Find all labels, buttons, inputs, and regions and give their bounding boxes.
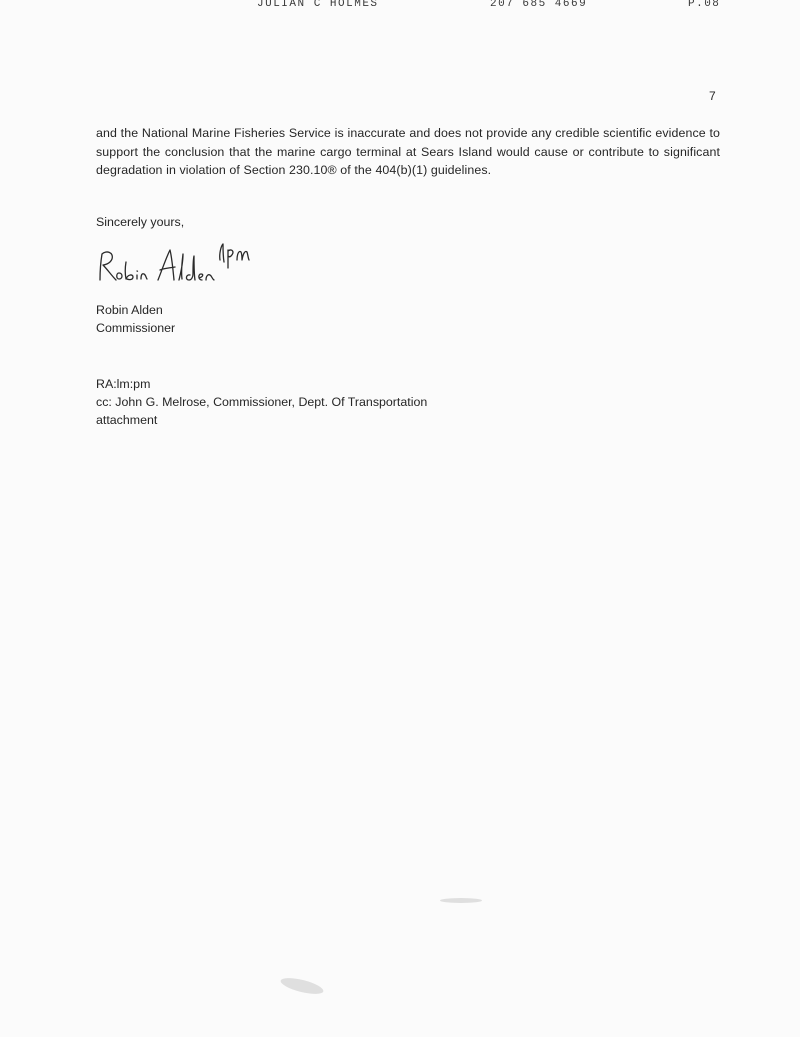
- fax-sender: JULIAN C HOLMES: [257, 0, 379, 10]
- fax-phone-number: 207 685 4669: [490, 0, 588, 10]
- fax-page-number: P.08: [688, 0, 721, 10]
- reference-initials: RA:lm:pm: [96, 377, 151, 391]
- signer-name: Robin Alden: [96, 303, 163, 317]
- scan-smudge: [279, 975, 325, 997]
- carbon-copy-line: cc: John G. Melrose, Commissioner, Dept. Of Transportation: [96, 395, 428, 409]
- letter-body-paragraph: and the National Marine Fisheries Service is inaccurate and does not provide any credible scientific evidence to support the conclusion that the marine cargo terminal at Sears Island would cause or contribute to significant degradation in violation of Section 230.10® of the 404(b)(1) guidelines.: [96, 126, 720, 177]
- enclosure-notation: attachment: [96, 413, 158, 427]
- fax-header: [0, 0, 800, 12]
- signer-title: Commissioner: [96, 321, 176, 335]
- handwritten-signature: [92, 236, 272, 290]
- letter-closing: Sincerely yours,: [96, 215, 185, 229]
- scan-smudge: [440, 898, 482, 903]
- page-number: 7: [709, 89, 716, 103]
